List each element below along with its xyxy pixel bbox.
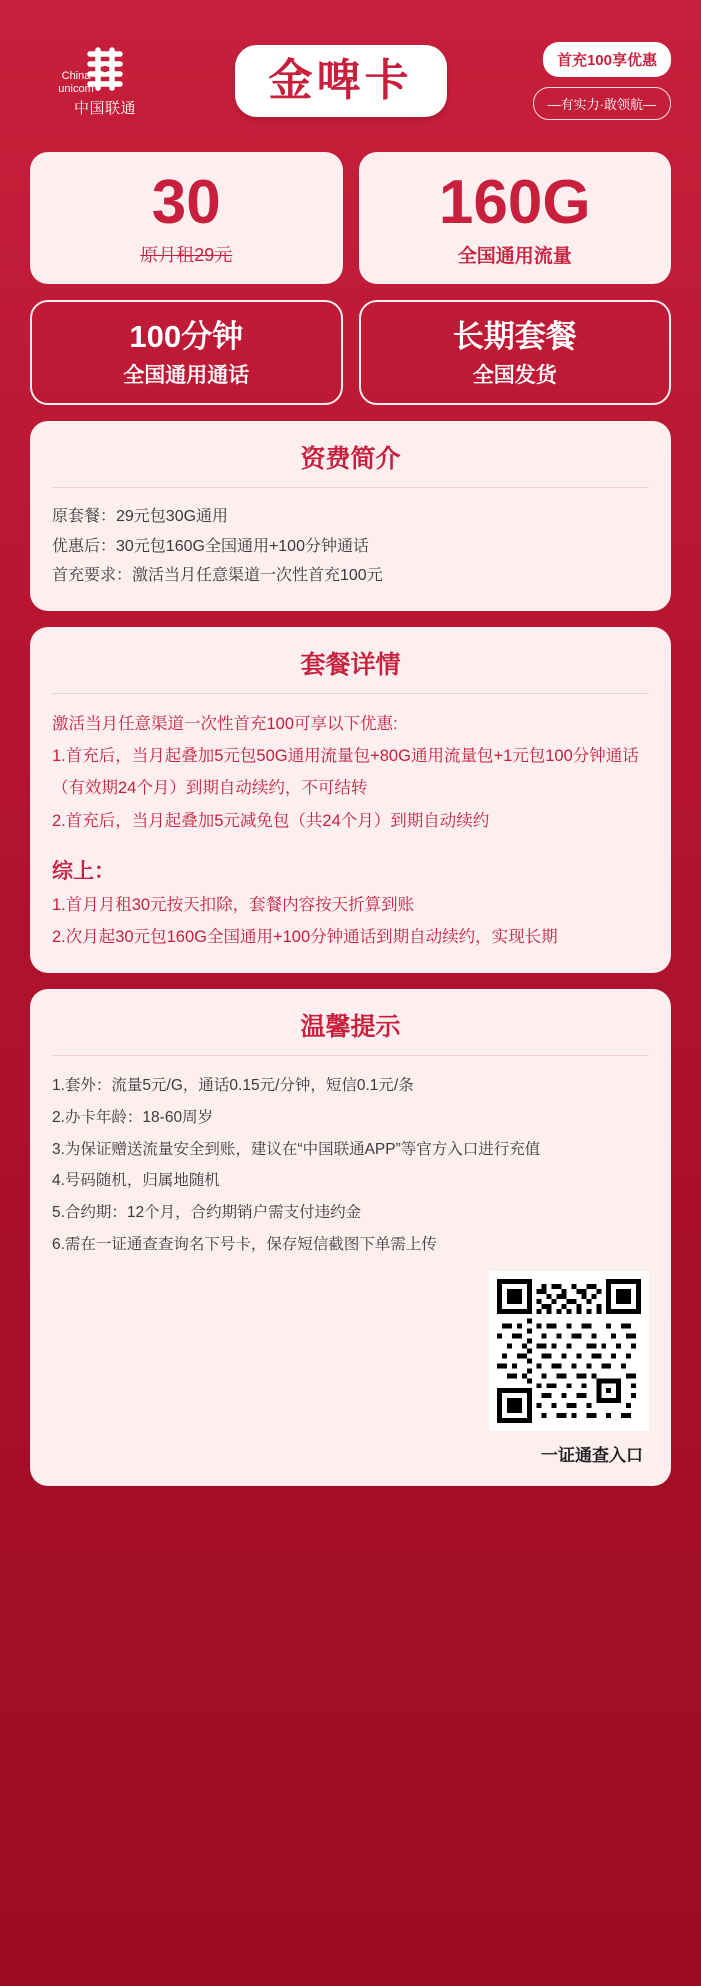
original-price: 原月租29元 bbox=[140, 245, 233, 266]
brand-en bbox=[58, 70, 93, 95]
tips-line: 1.套外：流量5元/G，通话0.15元/分钟，短信0.1元/条 bbox=[52, 1077, 414, 1095]
product-title-text: 金啤卡 bbox=[268, 56, 413, 105]
qr-section bbox=[52, 1271, 649, 1466]
price-card bbox=[30, 152, 343, 284]
brand-cn: 中国联通 bbox=[73, 100, 136, 118]
term-value: 长期套餐 bbox=[452, 319, 577, 355]
tips-line: 4.号码随机，归属地随机 bbox=[52, 1172, 220, 1190]
tips-line: 3.为保证赠送流量安全到账，建议在“中国联通APP”等官方入口进行充值 bbox=[52, 1140, 541, 1158]
detail-panel-title: 套餐详情 bbox=[300, 651, 401, 680]
detail-line: 2.首充后，当月起叠加5元减免包（共24个月）到期自动续约 bbox=[52, 811, 490, 830]
header-tags bbox=[501, 42, 671, 120]
tips-line: 2.办卡年龄：18-60周岁 bbox=[52, 1108, 214, 1126]
highlight-row-2 bbox=[30, 300, 671, 405]
highlight-row-1 bbox=[30, 152, 671, 284]
tips-panel-title: 温馨提示 bbox=[300, 1013, 401, 1042]
data-card bbox=[359, 152, 672, 284]
slogan-badge: —有实力·敢领航— bbox=[533, 87, 671, 120]
promo-badge: 首充100享优惠 bbox=[543, 42, 671, 77]
tips-line: 6.需在一证通查查询名下号卡，保存短信截图下单需上传 bbox=[52, 1235, 437, 1253]
brand-en-line1: China bbox=[61, 69, 91, 82]
voice-value: 100分钟 bbox=[129, 319, 244, 355]
divider bbox=[52, 693, 649, 694]
data-label: 全国通用流量 bbox=[457, 246, 572, 268]
detail-subhead: 综上： bbox=[52, 859, 115, 883]
fee-line: 首充要求：激活当月任意渠道一次性首充100元 bbox=[52, 567, 383, 585]
fee-panel-title: 资费简介 bbox=[300, 445, 401, 474]
qr-code-icon[interactable] bbox=[489, 1271, 649, 1431]
fee-line: 原套餐：29元包30G通用 bbox=[52, 508, 229, 526]
divider bbox=[52, 487, 649, 488]
poster-header bbox=[30, 26, 671, 136]
fee-line: 优惠后：30元包160G全国通用+100分钟通话 bbox=[52, 537, 369, 555]
term-card bbox=[359, 300, 672, 405]
fee-panel bbox=[30, 421, 671, 611]
china-unicom-logo bbox=[30, 44, 180, 118]
divider bbox=[52, 1055, 649, 1056]
summary-line: 1.首月月租30元按天扣除，套餐内容按天折算到账 bbox=[52, 895, 415, 914]
detail-panel bbox=[30, 627, 671, 973]
qr-code-graphic bbox=[497, 1279, 641, 1423]
voice-card bbox=[30, 300, 343, 405]
brand-en-line2: unicom bbox=[58, 82, 94, 95]
product-title bbox=[235, 45, 447, 117]
summary-line: 2.次月起30元包160G全国通用+100分钟通话到期自动续约，实现长期 bbox=[52, 927, 558, 946]
price-value: 30 bbox=[151, 168, 221, 237]
spacer bbox=[52, 837, 649, 851]
tips-panel bbox=[30, 989, 671, 1486]
tips-line: 5.合约期：12个月，合约期销户需支付违约金 bbox=[52, 1204, 362, 1222]
qr-caption: 一证通查入口 bbox=[541, 1445, 643, 1465]
voice-label: 全国通用通话 bbox=[123, 364, 250, 388]
detail-line: 1.首充后，当月起叠加5元包50G通用流量包+80G通用流量包+1元包100分钟通话（有效期24个月）到期自动续约，不可结转 bbox=[52, 747, 639, 798]
term-label: 全国发货 bbox=[472, 364, 557, 388]
data-value: 160G bbox=[438, 168, 591, 237]
detail-line: 激活当月任意渠道一次性首充100可享以下优惠: bbox=[52, 715, 398, 734]
